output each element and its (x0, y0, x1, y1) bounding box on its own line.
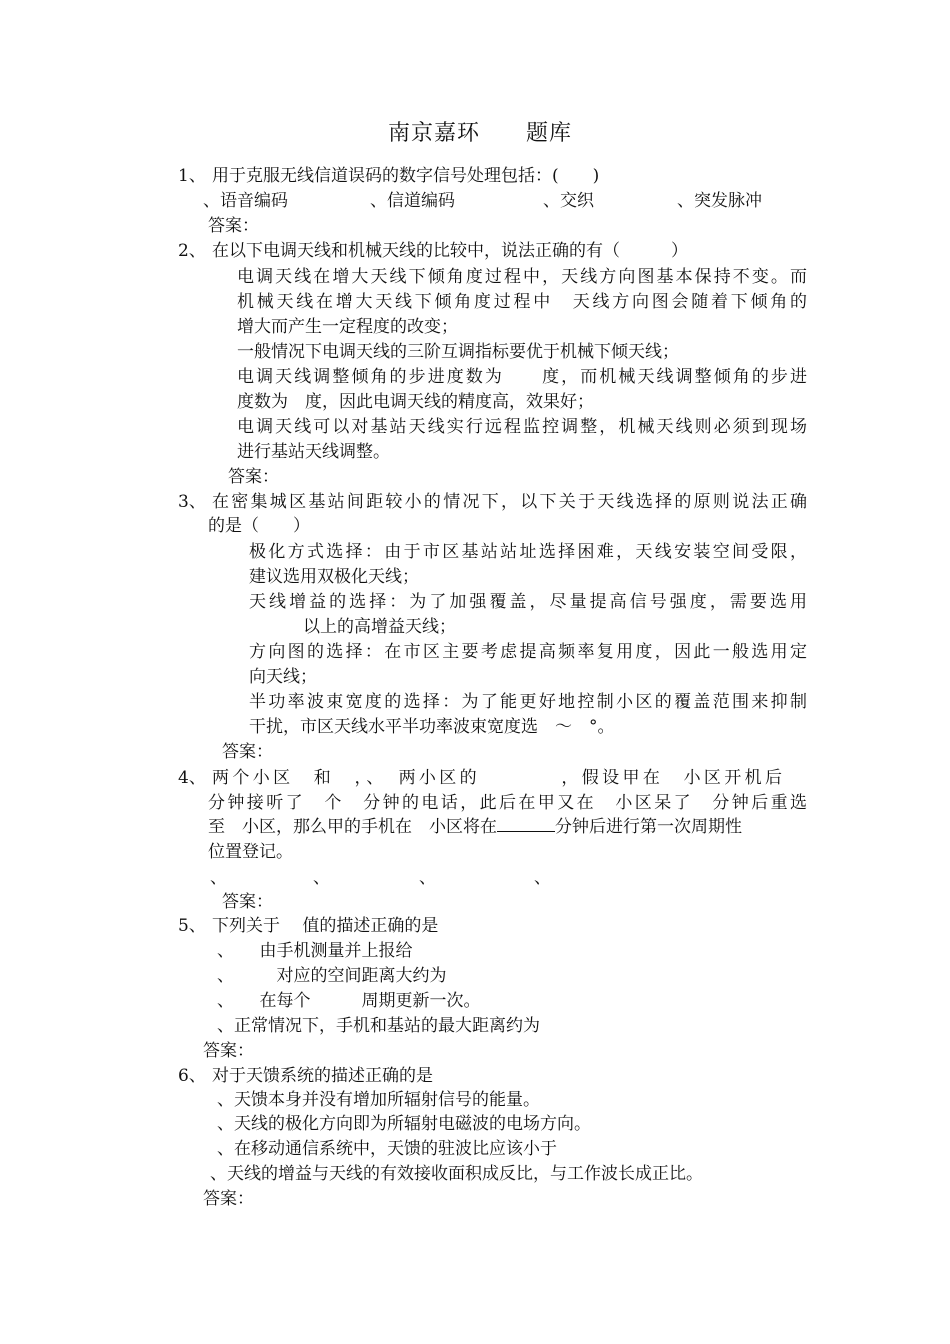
page-title: 南京嘉环 题库 (388, 121, 573, 146)
question-stem-continued: 位置登记。 (208, 842, 293, 862)
option-text: 半功率波束宽度的选择：为了能更好地控制小区的覆盖范围来抑制 (249, 692, 807, 712)
option-a: 、天馈本身并没有增加所辐射信号的能量。 (217, 1090, 540, 1110)
option-text: 增大而产生一定程度的改变； (237, 317, 458, 337)
option-c: 、 在每个 周期更新一次。 (217, 991, 481, 1011)
question-stem-continued: 分钟接听了 个 分钟的电话，此后在甲又在 小区呆了 分钟后重选 (208, 793, 807, 813)
option-text: 极化方式选择：由于市区基站站址选择困难，天线安装空间受限， (249, 542, 807, 562)
option-c: 、在移动通信系统中，天馈的驻波比应该小于 (217, 1139, 557, 1159)
question-stem-continued: 的是（ ） (208, 516, 310, 536)
option-a: 、 (210, 868, 227, 888)
answer-label: 答案： (203, 1041, 254, 1061)
option-text: 天线增益的选择：为了加强覆盖，尽量提高信号强度，需要选用 (249, 592, 807, 612)
question-number: 6、 (178, 1066, 206, 1086)
option-text: 机械天线在增大天线下倾角度过程中 天线方向图会随着下倾角的 (237, 292, 807, 312)
option-text: 进行基站天线调整。 (237, 442, 390, 462)
option-text: 以上的高增益天线； (303, 617, 456, 637)
question-stem: 在密集城区基站间距较小的情况下，以下关于天线选择的原则说法正确 (212, 492, 807, 512)
option-b: 、 对应的空间距离大约为 (217, 966, 447, 986)
option-text: 一般情况下电调天线的三阶互调指标要优于机械下倾天线； (237, 342, 679, 362)
answer-label: 答案： (222, 892, 273, 912)
question-stem: 两个小区 和 ，、 两小区的 ，假设甲在 小区开机后 (212, 768, 782, 788)
question-number: 1、 (178, 166, 206, 186)
option-text: 方向图的选择：在市区主要考虑提高频率复用度，因此一般选用定 (249, 642, 807, 662)
answer-label: 答案： (203, 1189, 254, 1209)
answer-label: 答案： (222, 742, 273, 762)
option-text: 干扰，市区天线水平半功率波束宽度选 ～ °。 (249, 717, 615, 737)
question-stem: 下列关于 值的描述正确的是 (212, 916, 439, 936)
question-stem-continued (208, 815, 742, 839)
option-d: 、突发脉冲 (677, 191, 762, 211)
option-b: 、 (313, 868, 330, 888)
question-stem: 用于克服无线信道误码的数字信号处理包括：( ) (212, 166, 600, 186)
option-b: 、天线的极化方向即为所辐射电磁波的电场方向。 (217, 1114, 591, 1134)
option-text: 向天线； (249, 667, 317, 687)
question-number: 4、 (178, 768, 206, 788)
option-d: 、天线的增益与天线的有效接收面积成反比，与工作波长成正比。 (210, 1164, 703, 1184)
option-a: 、 由手机测量并上报给 (217, 941, 413, 961)
option-text: 度数为 度，因此电调天线的精度高，效果好； (237, 392, 594, 412)
question-stem: 在以下电调天线和机械天线的比较中，说法正确的有（ ） (212, 241, 688, 261)
fill-blank (497, 816, 555, 832)
question-stem: 对于天馈系统的描述正确的是 (212, 1066, 433, 1086)
answer-label: 答案： (208, 216, 259, 236)
answer-label: 答案： (228, 467, 279, 487)
stem-text: 分钟后进行第一次周期性 (555, 817, 742, 837)
option-text: 电调天线在增大天线下倾角度过程中，天线方向图基本保持不变。而 (237, 267, 807, 287)
option-text: 电调天线调整倾角的步进度数为 度，而机械天线调整倾角的步进 (237, 367, 807, 387)
option-text: 建议选用双极化天线； (249, 567, 419, 587)
option-c: 、交织 (543, 191, 594, 211)
question-number: 2、 (178, 241, 206, 261)
option-text: 电调天线可以对基站天线实行远程监控调整，机械天线则必须到现场 (237, 417, 807, 437)
option-b: 、信道编码 (370, 191, 455, 211)
question-number: 3、 (178, 492, 206, 512)
question-number: 5、 (178, 916, 206, 936)
option-a: 、语音编码 (203, 191, 288, 211)
option-d: 、 (534, 868, 551, 888)
option-d: 、正常情况下，手机和基站的最大距离约为 (217, 1016, 540, 1036)
option-c: 、 (419, 868, 436, 888)
stem-text: 至 小区，那么甲的手机在 小区将在 (208, 817, 497, 837)
